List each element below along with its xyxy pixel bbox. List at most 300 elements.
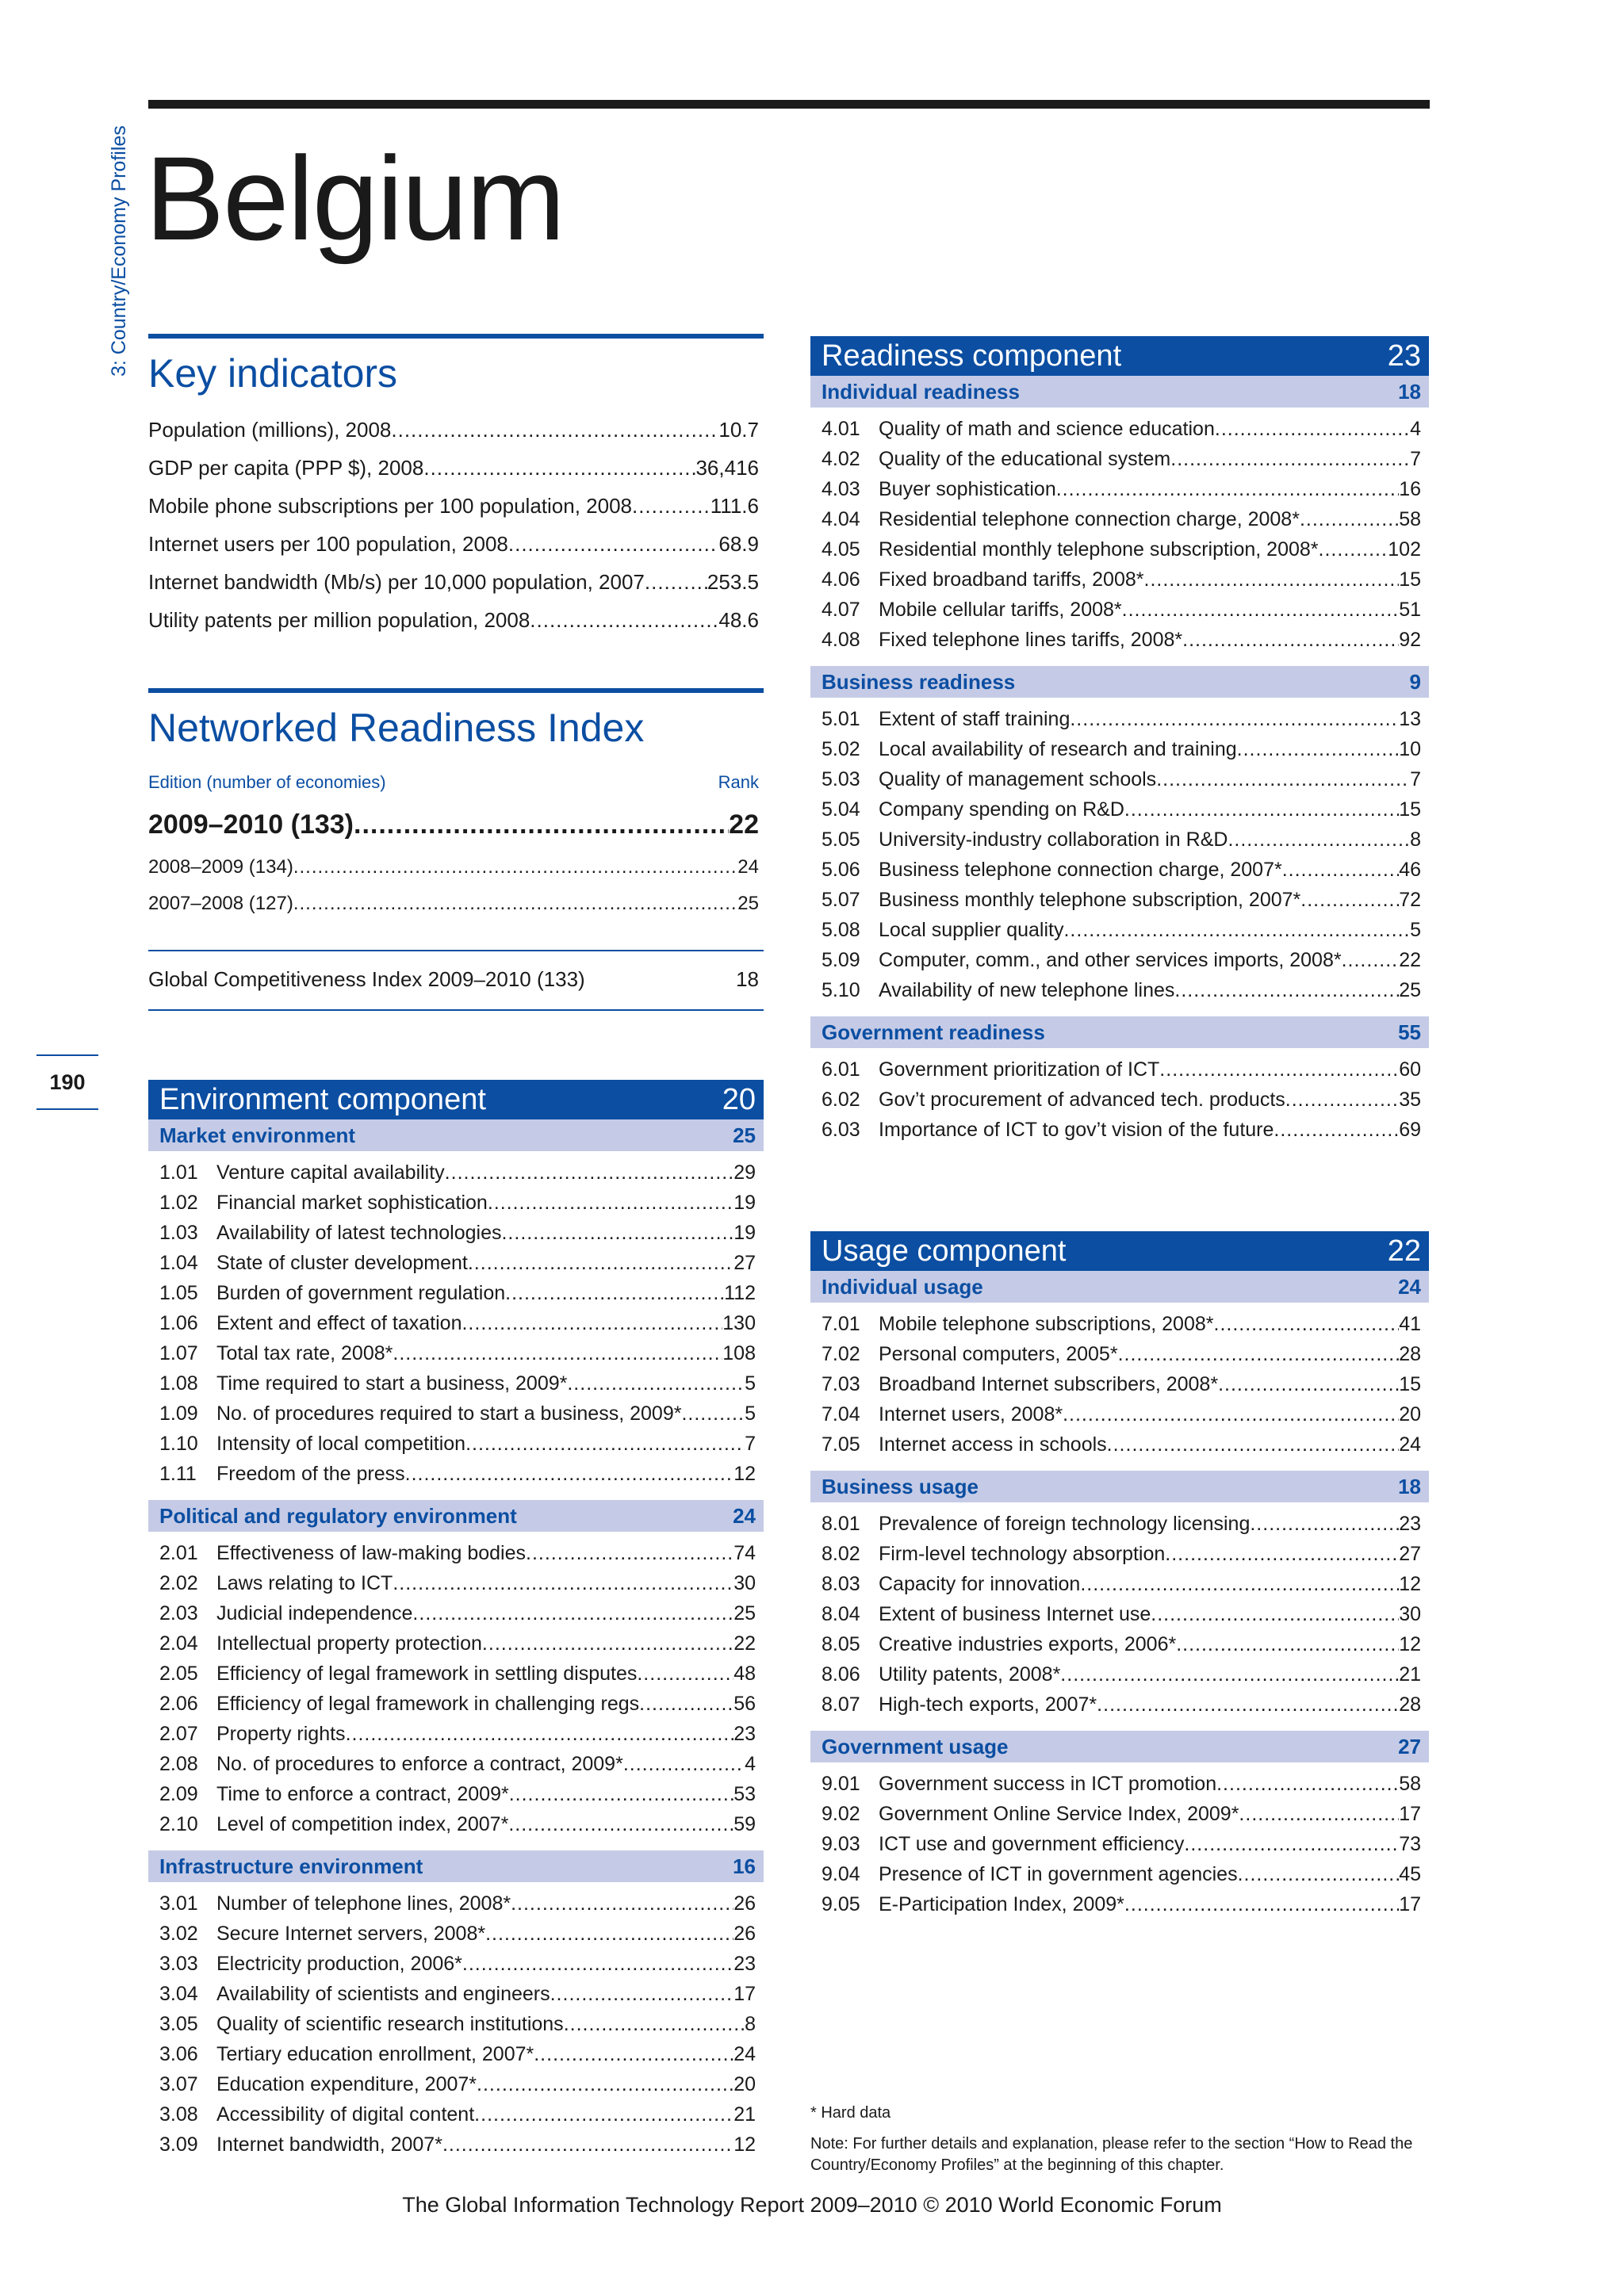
- indicator-rank: 16: [1399, 478, 1421, 500]
- leader-dots: [1124, 794, 1399, 825]
- indicator-code: 5.05: [822, 828, 860, 851]
- indicator-code: 4.03: [822, 478, 860, 500]
- subcomponent-title: Political and regulatory environment: [159, 1504, 517, 1528]
- indicator-row: [159, 1158, 756, 1188]
- leader-dots: [423, 449, 695, 487]
- indicator-code: 1.06: [159, 1312, 198, 1334]
- subcomponent-rank: 55: [1398, 1020, 1421, 1044]
- indicator-row: [159, 1459, 756, 1489]
- indicator-label: Company spending on R&D: [879, 798, 1124, 821]
- nri-col-rank: Rank: [718, 772, 759, 792]
- indicator-rank: 45: [1399, 1863, 1421, 1885]
- indicator-rank: 12: [1399, 1633, 1421, 1655]
- indicator-label: Mobile telephone subscriptions, 2008*: [879, 1313, 1214, 1335]
- indicator-rank: 7: [1410, 768, 1421, 790]
- indicator-label: Quality of scientific research institutions: [216, 2013, 564, 2035]
- indicator-rank: 130: [722, 1312, 756, 1334]
- indicator-row: [822, 1369, 1421, 1399]
- indicator-code: 5.07: [822, 889, 860, 911]
- key-indicator-label: Internet users per 100 population, 2008: [148, 532, 508, 556]
- indicator-label: Total tax rate, 2008*: [216, 1342, 393, 1364]
- indicator-label: Internet access in schools: [879, 1433, 1107, 1456]
- indicator-code: 2.06: [159, 1693, 198, 1715]
- indicator-rank: 23: [733, 1953, 756, 1975]
- leader-dots: [354, 806, 729, 844]
- indicator-row: [159, 1429, 756, 1459]
- indicator-row: [822, 704, 1421, 734]
- subcomponent-header: [810, 376, 1429, 408]
- leader-dots: [1215, 414, 1410, 444]
- leader-dots: [637, 1659, 733, 1689]
- key-indicator-value: 111.6: [710, 494, 759, 518]
- indicator-code: 8.05: [822, 1633, 860, 1655]
- subcomponent-title: Individual usage: [822, 1275, 983, 1299]
- leader-dots: [485, 1919, 733, 1949]
- indicator-row: [159, 2099, 756, 2130]
- further-details-note: Note: For further details and explanation, please refer to the section “How to Read the Country/Economy Profiles” at the beginning of this chapter.: [810, 2135, 1413, 2174]
- leader-dots: [508, 1809, 733, 1839]
- indicator-label: Intellectual property protection: [216, 1632, 482, 1655]
- indicator-rank: 19: [733, 1192, 756, 1214]
- indicator-label: Quality of management schools: [879, 768, 1157, 790]
- indicator-code: 4.08: [822, 629, 860, 651]
- indicator-rank: 56: [733, 1693, 756, 1715]
- indicator-rank: 59: [733, 1813, 756, 1835]
- indicator-label: Time to enforce a contract, 2009*: [216, 1783, 509, 1805]
- indicator-label: Laws relating to ICT: [216, 1572, 393, 1594]
- indicator-code: 1.05: [159, 1282, 198, 1304]
- nri-history-rank: 24: [737, 856, 759, 878]
- leader-dots: [391, 411, 718, 449]
- indicator-rank: 24: [733, 2043, 756, 2065]
- indicator-code: 4.06: [822, 568, 860, 591]
- indicator-row: [822, 1054, 1421, 1085]
- indicator-code: 3.02: [159, 1923, 198, 1945]
- indicator-rank: 74: [733, 1542, 756, 1564]
- indicator-rank: 60: [1399, 1058, 1421, 1081]
- indicator-code: 8.02: [822, 1543, 860, 1565]
- indicator-row: [822, 1539, 1421, 1569]
- indicator-row: [822, 1509, 1421, 1539]
- key-indicator-row: [148, 601, 759, 639]
- indicator-code: 2.04: [159, 1632, 198, 1655]
- indicator-label: Availability of scientists and engineers: [216, 1983, 550, 2005]
- leader-dots: [1165, 1539, 1399, 1569]
- indicator-row: [822, 534, 1421, 564]
- component-rank: 20: [722, 1083, 756, 1116]
- indicator-rank: 26: [733, 1892, 756, 1915]
- leader-dots: [1300, 504, 1399, 534]
- indicator-label: Efficiency of legal framework in challenging regs: [216, 1693, 640, 1715]
- indicator-rank: 22: [733, 1632, 756, 1655]
- indicator-row: [822, 1629, 1421, 1659]
- indicator-rank: 46: [1399, 859, 1421, 881]
- indicator-label: Business telephone connection charge, 2007*: [879, 859, 1282, 881]
- indicator-code: 5.04: [822, 798, 860, 821]
- leader-dots: [1107, 1429, 1400, 1460]
- leader-dots: [1060, 1659, 1399, 1689]
- nri-history-label: 2007–2008 (127): [148, 893, 293, 914]
- key-indicator-value: 10.7: [718, 418, 759, 442]
- indicator-row: [822, 1799, 1421, 1829]
- subcomponent-header: [810, 1271, 1429, 1303]
- leader-dots: [482, 1628, 733, 1659]
- gci-label: Global Competitiveness Index 2009–2010 (133): [148, 967, 585, 991]
- indicator-label: Extent of business Internet use: [879, 1603, 1151, 1625]
- indicator-label: Government success in ICT promotion: [879, 1773, 1217, 1795]
- leader-dots: [1300, 885, 1399, 915]
- usage-component-header: [810, 1231, 1429, 1271]
- leader-dots: [564, 2009, 745, 2039]
- indicator-row: [822, 1829, 1421, 1859]
- indicator-rank: 53: [733, 1783, 756, 1805]
- indicator-rank: 27: [733, 1252, 756, 1274]
- indicator-code: 5.01: [822, 708, 860, 730]
- indicator-label: Financial market sophistication: [216, 1192, 488, 1214]
- indicator-rank: 5: [745, 1372, 756, 1395]
- indicator-rank: 112: [724, 1282, 756, 1304]
- indicator-rank: 24: [1399, 1433, 1421, 1456]
- indicator-label: Level of competition index, 2007*: [216, 1813, 509, 1835]
- nri-rule: [148, 688, 764, 693]
- indicator-label: Creative industries exports, 2006*: [879, 1633, 1177, 1655]
- indicator-row: [159, 1719, 756, 1749]
- environment-component-header: [148, 1080, 764, 1119]
- indicator-label: Fixed telephone lines tariffs, 2008*: [879, 629, 1183, 651]
- indicator-rank: 58: [1399, 508, 1421, 530]
- subcomponent-header: [810, 1731, 1429, 1762]
- indicator-rank: 12: [733, 1463, 756, 1485]
- leader-dots: [509, 1779, 733, 1809]
- leader-dots: [639, 1689, 733, 1719]
- indicator-rank: 29: [733, 1161, 756, 1184]
- leader-dots: [293, 848, 737, 886]
- key-indicator-label: Population (millions), 2008: [148, 418, 392, 442]
- indicator-row: [822, 885, 1421, 915]
- indicator-row: [822, 625, 1421, 655]
- indicator-rank: 48: [733, 1663, 756, 1685]
- indicator-rank: 26: [733, 1923, 756, 1945]
- indicator-row: [822, 1309, 1421, 1339]
- indicator-label: Internet users, 2008*: [879, 1403, 1063, 1425]
- indicator-rank: 5: [1410, 919, 1421, 941]
- leader-dots: [508, 525, 719, 563]
- indicator-rank: 58: [1399, 1773, 1421, 1795]
- indicator-rank: 17: [733, 1983, 756, 2005]
- indicator-row: [822, 1599, 1421, 1629]
- indicator-label: Burden of government regulation: [216, 1282, 506, 1304]
- key-indicator-value: 253.5: [707, 570, 759, 594]
- indicator-label: State of cluster development: [216, 1252, 468, 1274]
- indicator-rank: 108: [722, 1342, 756, 1364]
- indicator-label: Gov’t procurement of advanced tech. products: [879, 1089, 1285, 1111]
- leader-dots: [1239, 1799, 1399, 1829]
- indicator-row: [822, 1429, 1421, 1460]
- indicator-code: 1.09: [159, 1402, 198, 1425]
- indicator-row: [822, 855, 1421, 885]
- leader-dots: [465, 1429, 745, 1459]
- indicator-label: Utility patents, 2008*: [879, 1663, 1061, 1686]
- indicator-row: [159, 1538, 756, 1568]
- leader-dots: [1124, 1889, 1399, 1919]
- indicator-code: 9.04: [822, 1863, 860, 1885]
- leader-dots: [393, 1338, 722, 1368]
- indicator-label: Residential monthly telephone subscription, 2008*: [879, 538, 1319, 561]
- indicator-rank: 102: [1388, 538, 1421, 561]
- indicator-code: 2.01: [159, 1542, 198, 1564]
- indicator-row: [159, 1188, 756, 1218]
- indicator-label: Quality of math and science education: [879, 418, 1215, 440]
- indicator-row: [159, 1689, 756, 1719]
- subcomponent-rank: 18: [1398, 1475, 1421, 1498]
- indicator-code: 8.04: [822, 1603, 860, 1625]
- indicator-code: 5.09: [822, 949, 860, 971]
- key-indicator-row: [148, 449, 759, 487]
- indicator-code: 7.01: [822, 1313, 860, 1335]
- indicator-row: [159, 1919, 756, 1949]
- leader-dots: [468, 1248, 733, 1278]
- key-indicator-label: Utility patents per million population, 2008: [148, 608, 530, 632]
- indicator-label: Buyer sophistication: [879, 478, 1056, 500]
- leader-dots: [550, 1979, 734, 2009]
- leader-dots: [1238, 1859, 1400, 1889]
- indicator-code: 2.02: [159, 1572, 198, 1594]
- leader-dots: [393, 1568, 733, 1598]
- indicator-code: 2.07: [159, 1723, 198, 1745]
- key-indicator-value: 68.9: [718, 532, 759, 556]
- indicator-row: [822, 794, 1421, 825]
- indicator-row: [822, 1085, 1421, 1115]
- indicator-rank: 21: [1399, 1663, 1421, 1686]
- indicator-code: 3.06: [159, 2043, 198, 2065]
- indicator-code: 1.08: [159, 1372, 198, 1395]
- leader-dots: [1063, 1399, 1399, 1429]
- indicator-row: [822, 1659, 1421, 1689]
- key-indicator-label: GDP per capita (PPP $), 2008: [148, 456, 424, 480]
- readiness-component-header: [810, 336, 1429, 376]
- indicator-rank: 28: [1399, 1343, 1421, 1365]
- leader-dots: [1319, 534, 1388, 564]
- indicator-rank: 69: [1399, 1119, 1421, 1141]
- indicator-row: [159, 1218, 756, 1248]
- subcomponent-rank: 9: [1409, 670, 1421, 694]
- nri-history-rank: 25: [737, 893, 759, 914]
- key-indicator-value: 48.6: [718, 608, 759, 632]
- indicator-rank: 73: [1399, 1833, 1421, 1855]
- indicator-row: [822, 915, 1421, 945]
- key-indicator-value: 36,416: [695, 456, 759, 480]
- top-rule: [148, 100, 1430, 109]
- indicator-rank: 15: [1399, 1373, 1421, 1395]
- indicator-code: 5.03: [822, 768, 860, 790]
- leader-dots: [1285, 1085, 1399, 1115]
- leader-dots: [526, 1538, 733, 1568]
- leader-dots: [412, 1598, 733, 1628]
- leader-dots: [1218, 1369, 1399, 1399]
- indicator-row: [822, 1339, 1421, 1369]
- key-indicator-row: [148, 563, 759, 601]
- indicator-rank: 13: [1399, 708, 1421, 730]
- subcomponent-title: Infrastructure environment: [159, 1854, 423, 1878]
- indicator-rank: 23: [1399, 1513, 1421, 1535]
- indicator-code: 4.04: [822, 508, 860, 530]
- indicator-row: [822, 595, 1421, 625]
- indicator-rank: 35: [1399, 1089, 1421, 1111]
- indicator-row: [822, 1859, 1421, 1889]
- indicator-code: 8.06: [822, 1663, 860, 1686]
- indicator-label: No. of procedures required to start a business, 2009*: [216, 1402, 682, 1425]
- indicator-label: Government Online Service Index, 2009*: [879, 1803, 1239, 1825]
- indicator-code: 9.05: [822, 1893, 860, 1915]
- hard-data-note: * Hard data: [810, 2104, 891, 2122]
- indicator-code: 4.01: [822, 418, 860, 440]
- indicator-code: 3.04: [159, 1983, 198, 2005]
- indicator-row: [822, 1889, 1421, 1919]
- indicator-rank: 7: [1410, 448, 1421, 470]
- indicator-rank: 8: [745, 2013, 756, 2035]
- section-side-label: 3: Country/Economy Profiles: [108, 125, 130, 377]
- indicator-row: [159, 1949, 756, 1979]
- indicator-rank: 25: [733, 1602, 756, 1624]
- nri-column-header: [148, 772, 759, 793]
- indicator-row: [159, 1659, 756, 1689]
- leader-dots: [681, 1399, 745, 1429]
- indicator-code: 4.07: [822, 599, 860, 621]
- indicator-label: Number of telephone lines, 2008*: [216, 1892, 511, 1915]
- indicator-code: 6.03: [822, 1119, 860, 1141]
- gci-rank: 18: [736, 967, 759, 991]
- leader-dots: [1063, 915, 1410, 945]
- indicator-row: [822, 444, 1421, 474]
- leader-dots: [1182, 625, 1399, 655]
- subcomponent-title: Business usage: [822, 1475, 979, 1498]
- indicator-code: 2.05: [159, 1663, 198, 1685]
- indicator-label: Electricity production, 2006*: [216, 1953, 462, 1975]
- indicator-rank: 21: [733, 2103, 756, 2126]
- indicator-rank: 22: [1399, 949, 1421, 971]
- subcomponent-header: [148, 1119, 764, 1151]
- indicator-code: 3.09: [159, 2133, 198, 2156]
- indicator-row: [159, 1248, 756, 1278]
- component-title: Environment component: [159, 1083, 486, 1116]
- indicator-label: Local availability of research and training: [879, 738, 1237, 760]
- indicator-label: High-tech exports, 2007*: [879, 1693, 1097, 1716]
- subcomponent-header: [810, 666, 1429, 698]
- indicator-label: Availability of new telephone lines: [879, 979, 1175, 1001]
- key-indicator-label: Mobile phone subscriptions per 100 population, 2008: [148, 494, 632, 518]
- leader-dots: [1156, 764, 1410, 794]
- indicator-row: [822, 734, 1421, 764]
- indicator-label: Venture capital availability: [216, 1161, 445, 1184]
- indicator-code: 1.02: [159, 1192, 198, 1214]
- indicator-row: [159, 1399, 756, 1429]
- indicator-code: 9.03: [822, 1833, 860, 1855]
- indicator-row: [822, 1569, 1421, 1599]
- component-rank: 23: [1387, 339, 1421, 373]
- indicator-label: Internet bandwidth, 2007*: [216, 2133, 442, 2156]
- leader-dots: [511, 1888, 733, 1919]
- gci-row: [148, 967, 759, 992]
- leader-dots: [530, 601, 718, 639]
- leader-dots: [346, 1719, 734, 1749]
- leader-dots: [1122, 595, 1400, 625]
- indicator-row: [822, 564, 1421, 595]
- indicator-code: 8.03: [822, 1573, 860, 1595]
- indicator-row: [822, 414, 1421, 444]
- indicator-label: Extent and effect of taxation: [216, 1312, 462, 1334]
- leader-dots: [1228, 825, 1410, 855]
- indicator-label: Tertiary education enrollment, 2007*: [216, 2043, 534, 2065]
- indicator-rank: 19: [733, 1222, 756, 1244]
- component-rank: 22: [1387, 1234, 1421, 1268]
- indicator-label: ICT use and government efficiency: [879, 1833, 1185, 1855]
- indicator-label: Residential telephone connection charge, 2008*: [879, 508, 1300, 530]
- indicator-row: [822, 504, 1421, 534]
- indicator-row: [159, 1368, 756, 1399]
- indicator-label: Efficiency of legal framework in settling disputes: [216, 1663, 638, 1685]
- indicator-code: 1.10: [159, 1433, 198, 1455]
- indicator-row: [159, 1308, 756, 1338]
- indicator-code: 5.10: [822, 979, 860, 1001]
- indicator-code: 1.07: [159, 1342, 198, 1364]
- leader-dots: [477, 2069, 733, 2099]
- leader-dots: [1070, 704, 1399, 734]
- indicator-code: 9.01: [822, 1773, 860, 1795]
- indicator-label: Broadband Internet subscribers, 2008*: [879, 1373, 1219, 1395]
- leader-dots: [1144, 564, 1400, 595]
- subcomponent-rank: 24: [733, 1504, 756, 1528]
- indicator-code: 2.03: [159, 1602, 198, 1624]
- indicator-row: [159, 2130, 756, 2160]
- indicator-code: 2.09: [159, 1783, 198, 1805]
- indicator-row: [159, 2039, 756, 2069]
- indicator-label: Time required to start a business, 2009*: [216, 1372, 568, 1395]
- indicator-row: [159, 1979, 756, 2009]
- subcomponent-title: Government usage: [822, 1735, 1009, 1758]
- leader-dots: [1151, 1599, 1399, 1629]
- indicator-label: Local supplier quality: [879, 919, 1064, 941]
- subcomponent-title: Individual readiness: [822, 380, 1020, 404]
- indicator-label: Effectiveness of law-making bodies: [216, 1542, 527, 1564]
- indicator-rank: 15: [1399, 568, 1421, 591]
- leader-dots: [462, 1949, 733, 1979]
- indicator-row: [822, 1399, 1421, 1429]
- indicator-rank: 41: [1399, 1313, 1421, 1335]
- indicator-row: [822, 975, 1421, 1005]
- indicator-code: 8.01: [822, 1513, 860, 1535]
- nri-title: Networked Readiness Index: [148, 706, 645, 750]
- indicator-code: 3.05: [159, 2013, 198, 2035]
- indicator-rank: 23: [733, 1723, 756, 1745]
- leader-dots: [462, 1308, 722, 1338]
- leader-dots: [505, 1278, 724, 1308]
- leader-dots: [1170, 444, 1410, 474]
- indicator-label: Intensity of local competition: [216, 1433, 466, 1455]
- subcomponent-header: [810, 1016, 1429, 1048]
- leader-dots: [405, 1459, 734, 1489]
- indicator-label: Personal computers, 2005*: [879, 1343, 1118, 1365]
- indicator-code: 7.05: [822, 1433, 860, 1456]
- indicator-code: 5.06: [822, 859, 860, 881]
- subcomponent-rank: 18: [1398, 380, 1421, 404]
- leader-dots: [1097, 1689, 1399, 1720]
- indicator-code: 3.01: [159, 1892, 198, 1915]
- indicator-rank: 17: [1399, 1893, 1421, 1915]
- subcomponent-title: Government readiness: [822, 1020, 1045, 1044]
- leader-dots: [534, 2039, 733, 2069]
- indicator-label: Presence of ICT in government agencies: [879, 1863, 1238, 1885]
- subcomponent-title: Market environment: [159, 1123, 356, 1147]
